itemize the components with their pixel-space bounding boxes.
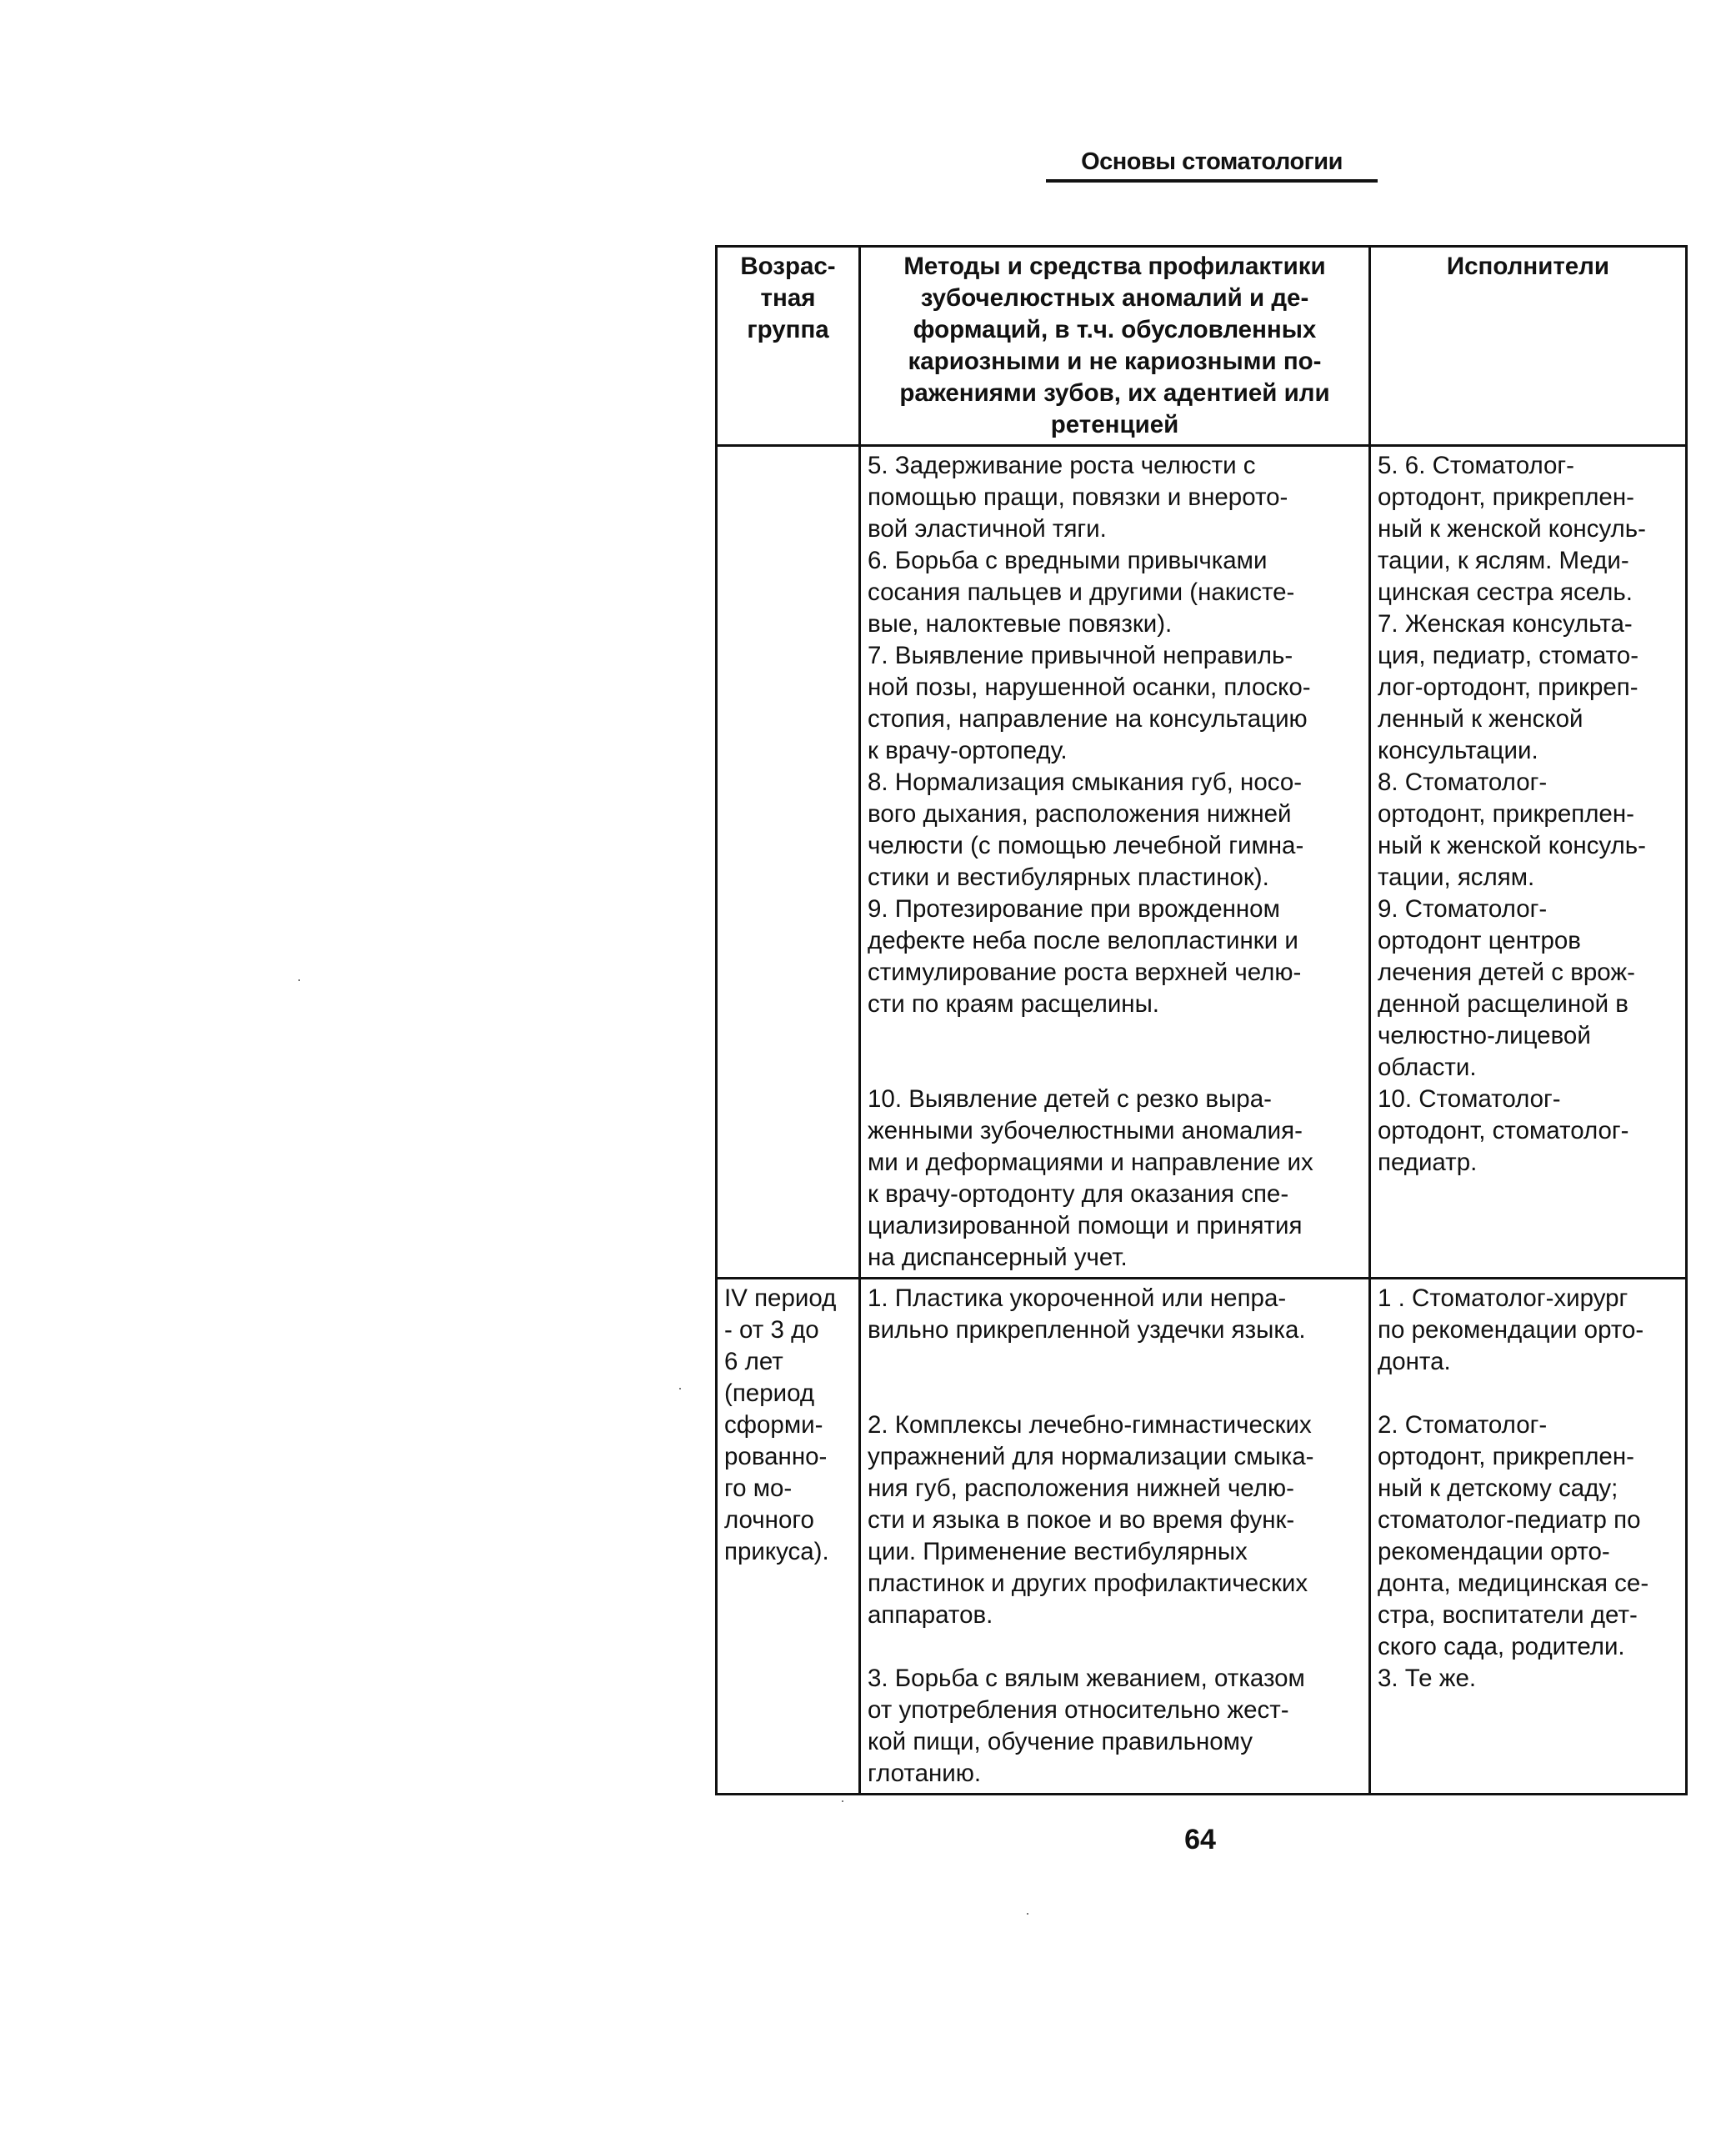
cell-age-group	[717, 446, 860, 1279]
method-item-3: 3. Борьба с вялым жеванием, отказом от употребления относительно жест- кой пищи, обучение правильному глотанию.	[868, 1665, 1305, 1787]
method-item-2: 2. Комплексы лечебно-гимнастических упражнений для нормализации смыка- ния губ, расположения нижней челю- сти и языка в покое и во время функ- ции. Применение вестибулярных пластинок и других профилактических аппаратов.	[868, 1411, 1314, 1629]
performer-item-8: 8. Стоматолог- ортодонт, прикреплен- ный к женской консуль- тации, яслям.	[1378, 769, 1646, 891]
performer-item-7: 7. Женская консульта- ция, педиатр, стомато- лог-ортодонт, прикреп- ленный к женской консультации.	[1378, 610, 1639, 764]
cell-age-group: IV период - от 3 до 6 лет (период сформи- рованно- го мо- лочного прикуса).	[717, 1279, 860, 1795]
performer-item-3: 3. Те же.	[1378, 1665, 1477, 1692]
method-item-1: 1. Пластика укороченной или непра- вильно прикрепленной уздечки языка.	[868, 1284, 1306, 1344]
table-row	[717, 446, 1687, 1279]
header-age-group: Возрас- тная группа	[717, 247, 860, 446]
table-header-row	[717, 247, 1687, 446]
method-item-6: 6. Борьба с вредными привычками сосания пальцев и другими (накисте- вые, налоктевые повязки).	[868, 547, 1295, 638]
performer-item-2: 2. Стоматолог- ортодонт, прикреплен- ный к детскому саду; стоматолог-педиатр по рекомендации орто- донта, медицинская се- стра, воспитатели дет- ского сада, родители.	[1378, 1411, 1649, 1660]
scan-speck	[1027, 1913, 1028, 1915]
performer-item-1: 1 . Стоматолог-хирург по рекомендации орто- донта.	[1378, 1284, 1644, 1375]
header-performers: Исполнители	[1370, 247, 1687, 446]
page-number: 64	[1184, 1824, 1216, 1855]
cell-methods	[860, 1279, 1370, 1795]
performer-item-9: 9. Стоматолог- ортодонт центров лечения детей с врож- денной расщелиной в челюстно-лицевой области.	[1378, 895, 1635, 1081]
scan-speck	[298, 979, 300, 981]
method-item-7: 7. Выявление привычной неправиль- ной позы, нарушенной осанки, плоско- стопия, направление на консультацию к врачу-ортопеду.	[868, 642, 1311, 764]
method-item-10: 10. Выявление детей с резко выра- женными зубочелюстными аномалия- ми и деформациями и направление их к врачу-ортодонту для оказания спе- циализированной помощи и принятия на диспансерный учет.	[868, 1085, 1313, 1271]
running-head: Основы стоматологии	[1046, 148, 1378, 183]
method-item-5: 5. Задерживание роста челюсти с помощью пращи, повязки и внерото- вой эластичной тяги.	[868, 452, 1288, 543]
scan-speck	[842, 1800, 843, 1802]
method-item-8: 8. Нормализация смыкания губ, носо- вого дыхания, расположения нижней челюсти (с помощью лечебной гимна- стики и вестибулярных пластинок).	[868, 769, 1304, 891]
header-methods: Методы и средства профилактики зубочелюстных аномалий и де- формаций, в т.ч. обусловленных кариозными и не кариозными по- ражениями зубов, их адентией или ретенцией	[860, 247, 1370, 446]
cell-performers	[1370, 446, 1687, 1279]
scan-speck	[679, 1388, 681, 1389]
cell-performers	[1370, 1279, 1687, 1795]
table-row	[717, 1279, 1687, 1795]
prophylaxis-table	[715, 245, 1688, 1795]
performer-item-5-6: 5. 6. Стоматолог- ортодонт, прикреплен- ный к женской консуль- тации, к яслям. Меди- цинская сестра ясель.	[1378, 452, 1646, 606]
cell-methods	[860, 446, 1370, 1279]
method-item-9: 9. Протезирование при врожденном дефекте неба после велопластинки и стимулирование роста верхней челю- сти по краям расщелины.	[868, 895, 1302, 1018]
performer-item-10: 10. Стоматолог- ортодонт, стоматолог- педиатр.	[1378, 1085, 1629, 1176]
